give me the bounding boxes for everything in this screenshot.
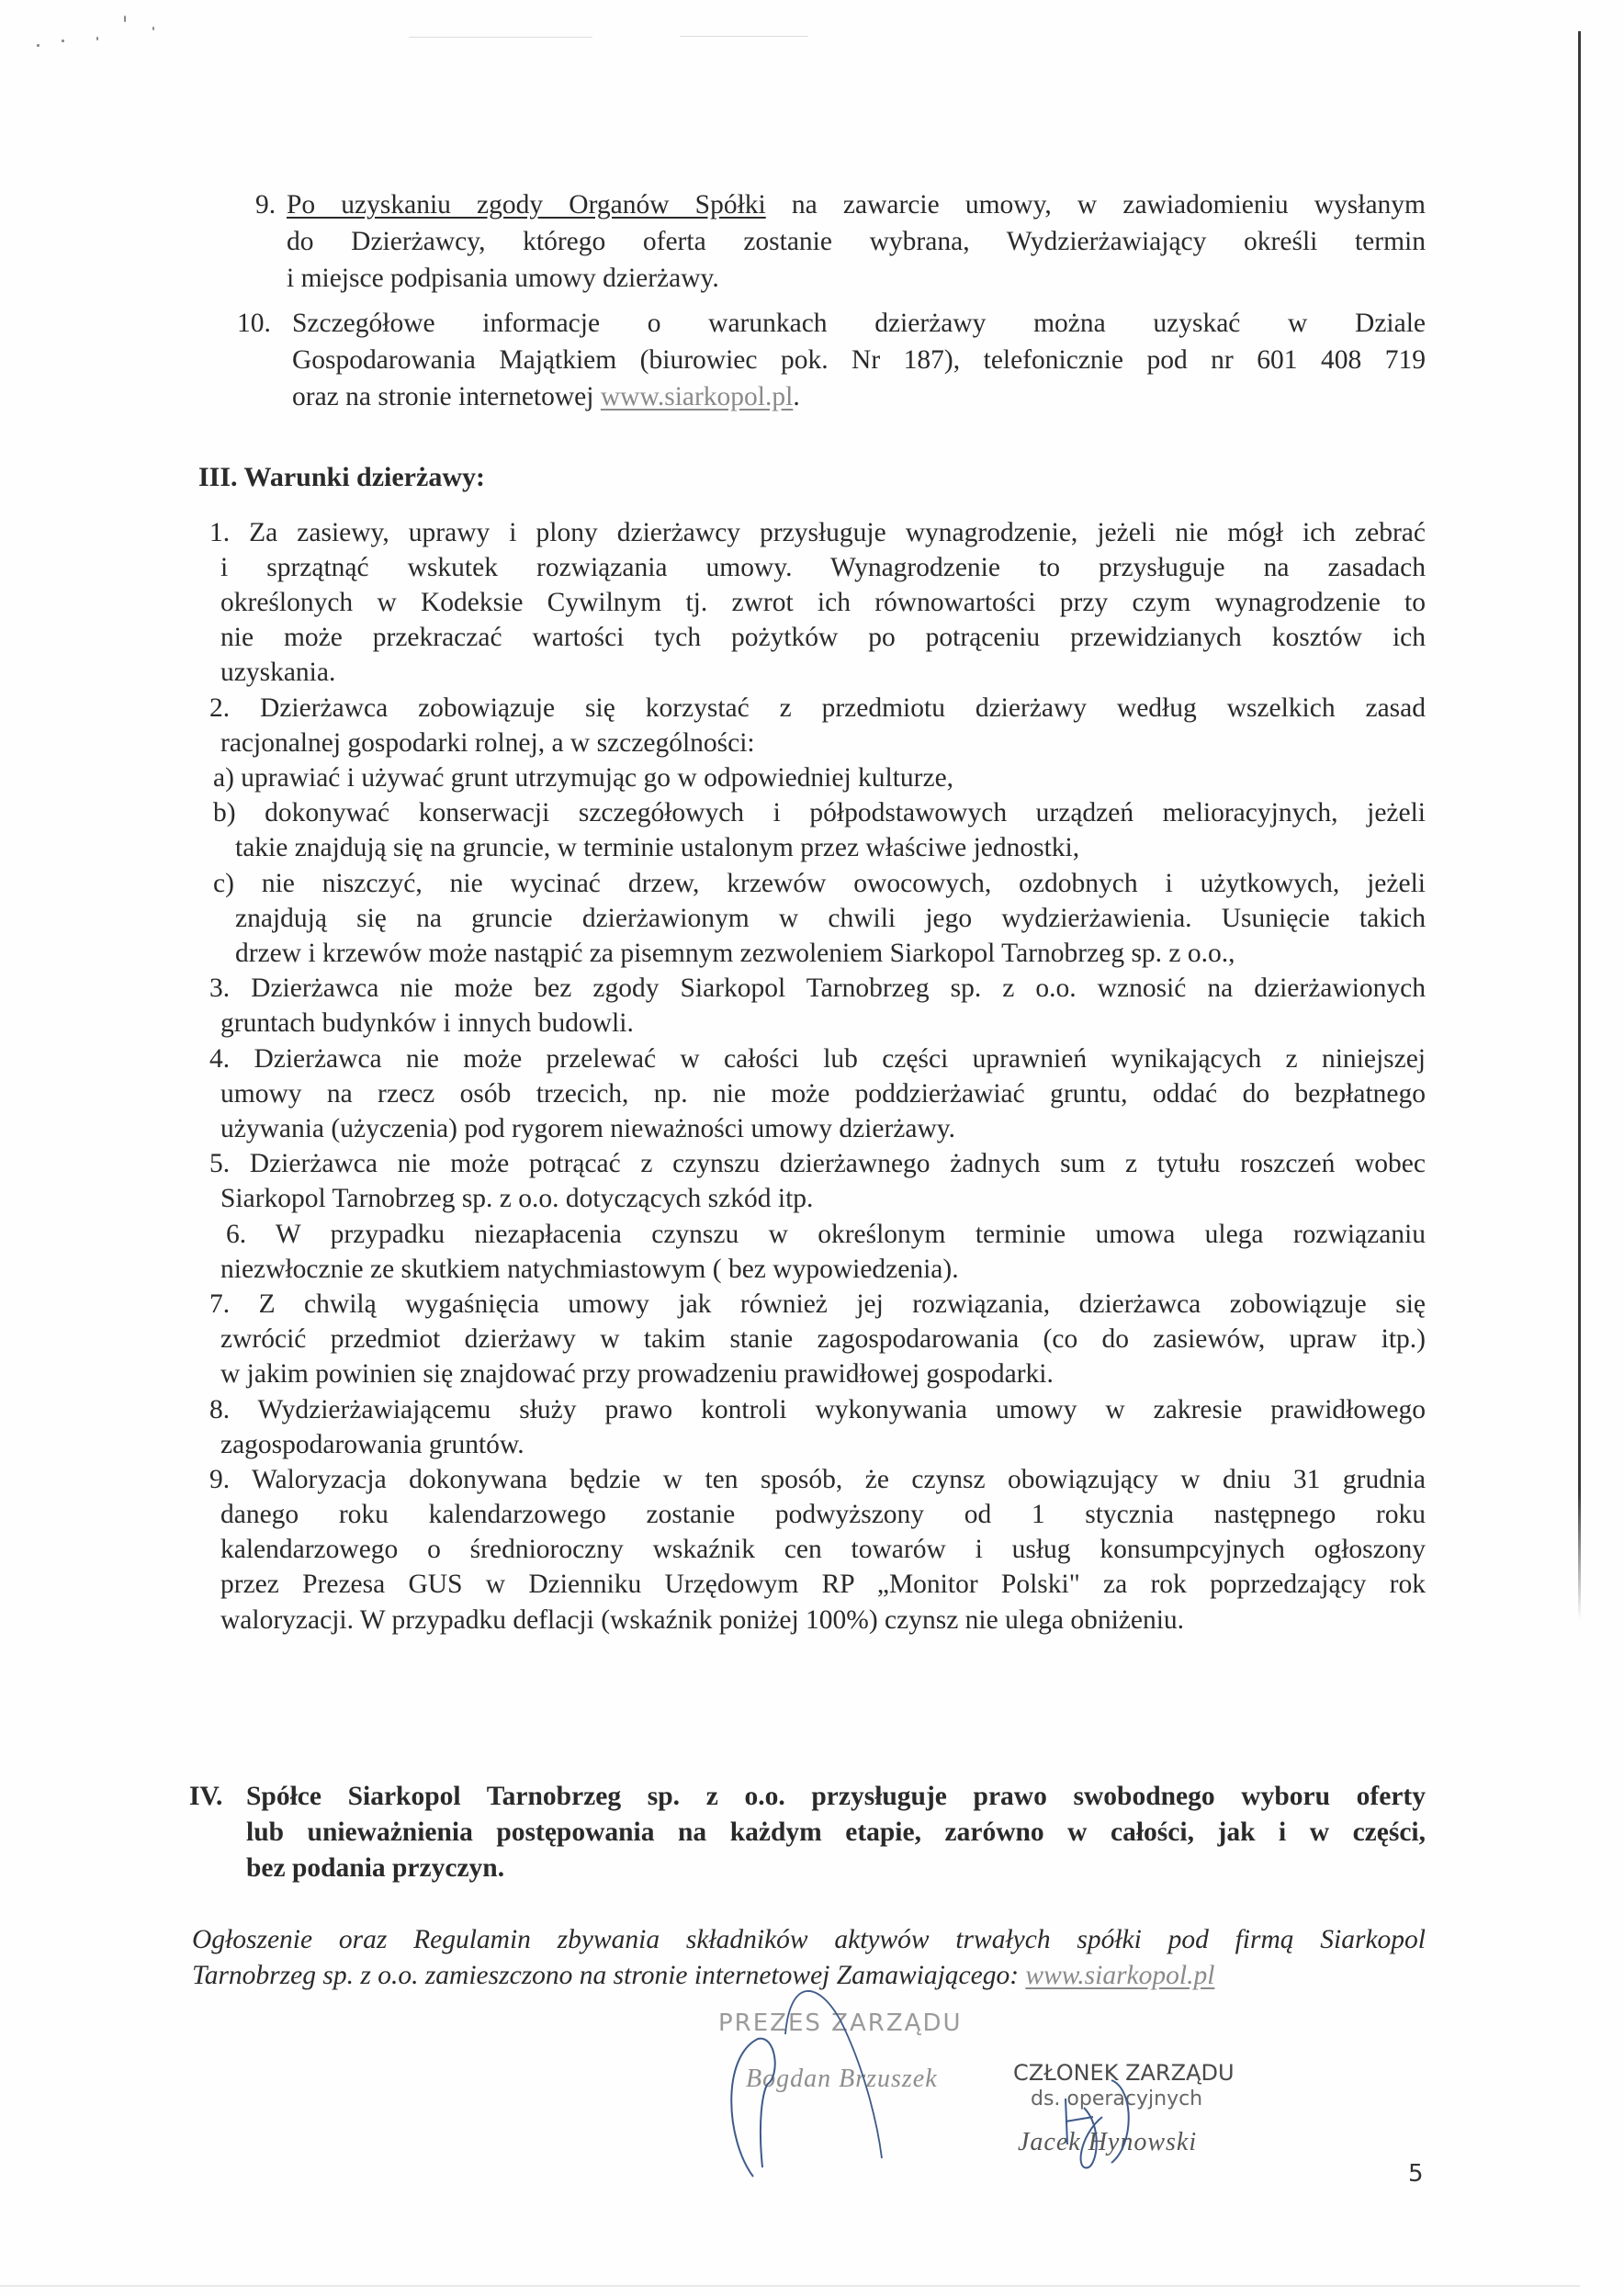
section-iii-line: 7. Z chwilą wygaśnięcia umowy jak również jej rozwiązania, dzierżawca zobowiązuje się [209, 1289, 1426, 1319]
section-iii-line: i sprzątnąć wskutek rozwiązania umowy. Wynagrodzenie to przysługuje na zasadach [220, 553, 1426, 582]
scan-edge-line [680, 36, 808, 37]
section-iii-line: określonych w Kodeksie Cywilnym tj. zwrot ich równowartości przy czym wynagrodzenie to [220, 588, 1426, 617]
section-iii-line: znajdują się na gruncie dzierżawionym w chwili jego wydzierżawienia. Usunięcie takich [235, 904, 1426, 933]
period: . [793, 382, 800, 411]
website-link[interactable]: www.siarkopol.pl [1025, 1961, 1215, 1990]
scan-speck [62, 39, 64, 42]
section-iv-line-3: bez podania przyczyn. [246, 1853, 505, 1883]
section-iii-line: w jakim powinien się znajdować przy prowadzeniu prawidłowej gospodarki. [220, 1359, 1054, 1389]
section-iii-line: 4. Dzierżawca nie może przelewać w całości lub części uprawnień wynikających z niniejszej [209, 1044, 1426, 1074]
section-iii-line: zwrócić przedmiot dzierżawy w takim stanie zagospodarowania (co do zasiewów, upraw itp.) [220, 1324, 1426, 1354]
item-10-line-2: Gospodarowania Majątkiem (biurowiec pok. Nr 187), telefonicznie pod nr 601 408 719 [292, 345, 1426, 375]
section-iii-line: takie znajdują się na gruncie, w terminie ustalonym przez właściwe jednostki, [235, 833, 1080, 862]
section-iii-line: 8. Wydzierżawiającemu służy prawo kontroli wykonywania umowy w zakresie prawidłowego [209, 1395, 1426, 1424]
item-9-line-1-rest: na zawarcie umowy, w zawiadomieniu wysłanym [765, 190, 1427, 219]
section-iii-line: drzew i krzewów może nastąpić za pisemnym zezwoleniem Siarkopol Tarnobrzeg sp. z o.o., [235, 939, 1235, 968]
section-iii-line: a) uprawiać i używać grunt utrzymując go w odpowiedniej kulturze, [213, 763, 954, 793]
item-number: 9. [255, 190, 276, 219]
section-iii-line: 9. Waloryzacja dokonywana będzie w ten sposób, że czynsz obowiązujący w dniu 31 grudnia [209, 1465, 1426, 1494]
footer-note-line-2 [192, 1959, 1214, 1992]
scan-speck [152, 27, 154, 30]
scan-speck [37, 44, 39, 47]
section-iii-line: b) dokonywać konserwacji szczegółowych i półpodstawowych urządzeń melioracyjnych, jeżeli [213, 798, 1426, 827]
item-number: 10. [237, 309, 271, 338]
page-bottom-edge [0, 2285, 1580, 2287]
item-9-line-3: i miejsce podpisania umowy dzierżawy. [287, 264, 719, 293]
section-iii-line: umowy na rzecz osób trzecich, np. nie może poddzierżawiać gruntu, oddać do bezpłatnego [220, 1079, 1426, 1109]
section-iv-line-2: lub unieważnienia postępowania na każdym etapie, zarówno w całości, jak i w części, [246, 1818, 1426, 1847]
footer-note-line-1: Ogłoszenie oraz Regulamin zbywania składników aktywów trwałych spółki pod firmą Siarkopol [192, 1925, 1426, 1954]
section-iii-line: używania (użyczenia) pod rygorem nieważności umowy dzierżawy. [220, 1114, 955, 1143]
section-iii-line: 1. Za zasiewy, uprawy i plony dzierżawcy przysługuje wynagrodzenie, jeżeli nie mógł ich zebrać [209, 518, 1426, 547]
section-iii-line: przez Prezesa GUS w Dzienniku Urzędowym RP „Monitor Polski" za rok poprzedzający rok [220, 1570, 1426, 1599]
section-iii-line: 5. Dzierżawca nie może potrącać z czynszu dzierżawnego żadnych sum z tytułu roszczeń wobec [209, 1149, 1426, 1178]
section-iii-heading: III. Warunki dzierżawy: [198, 462, 485, 492]
website-link[interactable]: www.siarkopol.pl [600, 382, 794, 411]
president-name-stamp: Bogdan Brzuszek [746, 2065, 938, 2093]
member-subtitle-stamp: ds. operacyjnych [1031, 2088, 1203, 2110]
member-name-stamp: Jacek Hynowski [1018, 2128, 1198, 2156]
section-iii-line: racjonalnej gospodarki rolnej, a w szczególności: [220, 728, 755, 758]
section-iii-line: 3. Dzierżawca nie może bez zgody Siarkopol Tarnobrzeg sp. z o.o. wznosić na dzierżawionych [209, 974, 1426, 1003]
item-10-line-3 [292, 380, 800, 413]
item-10-line-3-text: oraz na stronie internetowej [292, 382, 601, 411]
section-iii-line: zagospodarowania gruntów. [220, 1430, 524, 1459]
underlined-phrase: Po uzyskaniu zgody Organów Spółki [287, 190, 766, 219]
section-iv-line-1: Spółce Siarkopol Tarnobrzeg sp. z o.o. przysługuje prawo swobodnego wyboru oferty [246, 1782, 1426, 1811]
section-iii-line: niezwłocznie ze skutkiem natychmiastowym ( bez wypowiedzenia). [220, 1255, 959, 1284]
section-iii-line: gruntach budynków i innych budowli. [220, 1008, 634, 1038]
president-handwritten-signature-icon [716, 1984, 955, 2204]
section-iii-line: 2. Dzierżawca zobowiązuje się korzystać z przedmiotu dzierżawy według wszelkich zasad [209, 693, 1426, 723]
section-iii-line: waloryzacji. W przypadku deflacji (wskaźnik poniżej 100%) czynsz nie ulega obniżeniu. [220, 1605, 1185, 1635]
section-iii-line: Siarkopol Tarnobrzeg sp. z o.o. dotyczących szkód itp. [220, 1184, 814, 1213]
president-title-stamp: PREZES ZARZĄDU [718, 2009, 963, 2037]
section-iii-line: kalendarzowego o średnioroczny wskaźnik cen towarów i usług konsumpcyjnych ogłoszony [220, 1535, 1426, 1564]
section-iii-line: danego roku kalendarzowego zostanie podwyższony od 1 stycznia następnego roku [220, 1500, 1426, 1529]
section-iii-line: nie może przekraczać wartości tych pożytków po potrąceniu przewidzianych kosztów ich [220, 623, 1426, 652]
item-9-line-2: do Dzierżawcy, którego oferta zostanie wybrana, Wydzierżawiający określi termin [287, 227, 1426, 256]
scan-edge-line [409, 37, 592, 38]
item-9-line-1 [287, 188, 1426, 221]
scan-speck [96, 37, 98, 40]
member-handwritten-signature-icon [1047, 2071, 1148, 2181]
item-10-line-1: Szczegółowe informacje o warunkach dzierżawy można uzyskać w Dziale [292, 309, 1426, 338]
member-title-stamp: CZŁONEK ZARZĄDU [1013, 2060, 1235, 2086]
section-iii-line: 6. W przypadku niezapłacenia czynszu w określonym terminie umowa ulega rozwiązaniu [226, 1220, 1426, 1249]
page-number: 5 [1408, 2160, 1424, 2188]
section-iv-number: IV. [189, 1782, 223, 1811]
section-iii-line: c) nie niszczyć, nie wycinać drzew, krzewów owocowych, ozdobnych i użytkowych, jeżeli [213, 869, 1426, 898]
scan-speck [124, 16, 126, 22]
margin-rule [1578, 31, 1581, 1620]
footer-note-line-2-text: Tarnobrzeg sp. z o.o. zamieszczono na stronie internetowej Zamawiającego: [192, 1961, 1026, 1990]
section-iii-line: uzyskania. [220, 658, 336, 687]
